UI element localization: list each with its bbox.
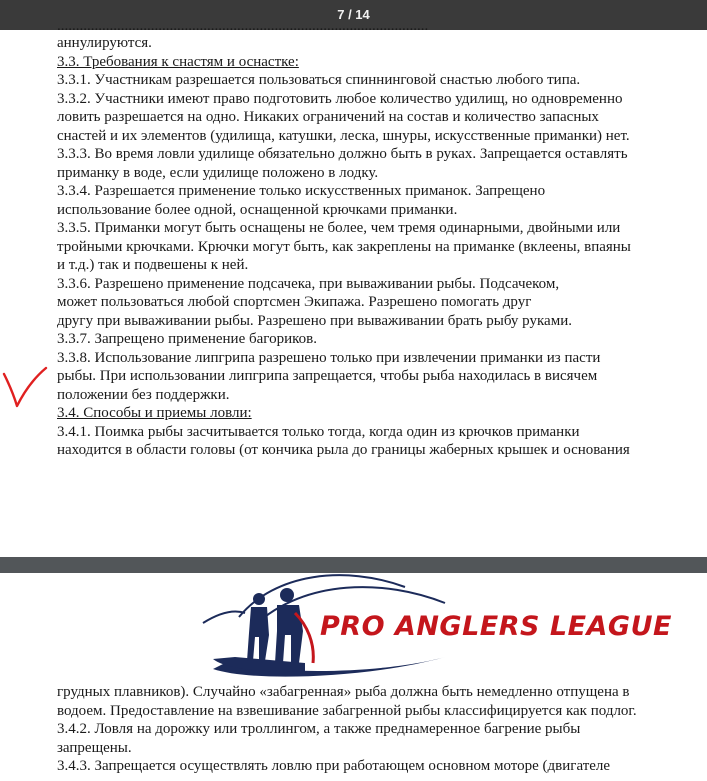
text-line: находится в области головы (от кончика рыла до границы жаберных крышек и основания — [57, 442, 630, 458]
handwritten-checkmark-icon — [0, 366, 50, 416]
section-heading: 3.3. Требования к снастям и оснастке: — [57, 53, 299, 70]
cut-off-line: ................................................................................................... — [57, 18, 429, 34]
section-heading: 3.4. Способы и приемы ловли: — [57, 405, 252, 421]
text-line: 3.4.3. Запрещается осуществлять ловлю при работающем основном моторе (двигателе — [57, 758, 611, 774]
text-line: снастей и их элементов (удилища, катушки, леска, шнуры, искусственные приманки) нет. — [57, 127, 630, 144]
text-line: 3.3.1. Участникам разрешается пользоваться спиннинговой снастью любого типа. — [57, 72, 581, 88]
page-gap — [0, 557, 707, 573]
page-indicator: 7 / 14 — [337, 7, 370, 22]
text-line: 3.3.8. Использование липгрипа разрешено только при извлечении приманки из пасти — [57, 349, 601, 366]
text-line: ловить разрешается на одно. Никаких ограничений на состав и количество запасных — [57, 109, 599, 125]
logo-text: PRO ANGLERS LEAGUE — [320, 611, 672, 642]
text-line: грудных плавников). Случайно «забагренная» рыба должна быть немедленно отпущена в — [57, 684, 630, 700]
text-line: другу при вываживании рыбы. Разрешено при вываживании брать рыбу руками. — [57, 312, 572, 329]
text-line: 3.4.2. Ловля на дорожку или троллингом, а также преднамеренное багрение рыбы — [57, 721, 581, 737]
text-line: приманку в воде, если удилище положено в лодку. — [57, 164, 379, 181]
document-page-8 — [0, 573, 707, 781]
text-line: запрещены. — [57, 739, 132, 756]
text-line: 3.3.6. Разрешено применение подсачека, при вываживании рыбы. Подсачеком, — [57, 275, 560, 292]
document-page-7 — [0, 18, 707, 557]
text-line: может пользоваться любой спортсмен Экипажа. Разрешено помогать друг — [57, 294, 532, 310]
page-text — [57, 683, 697, 776]
page-text — [57, 34, 697, 460]
text-line: водоем. Предоставление на взвешивание забагренной рыбы классифицируется как подлог. — [57, 702, 637, 719]
text-line: и т.д.) так и подвешены к ней. — [57, 257, 249, 273]
text-line: использование более одной, оснащенной крючками приманки. — [57, 201, 458, 218]
text-line: тройными крючками. Крючки могут быть, как закреплены на приманке (вклеены, впаяны — [57, 238, 631, 255]
text-line: положении без поддержки. — [57, 386, 230, 403]
text-line: 3.3.5. Приманки могут быть оснащены не более, чем тремя одинарными, двойными или — [57, 220, 621, 236]
text-line: аннулируются. — [57, 35, 152, 51]
text-line: 3.3.7. Запрещено применение багориков. — [57, 331, 317, 347]
text-line: 3.4.1. Поимка рыбы засчитывается только тогда, когда один из крючков приманки — [57, 423, 580, 440]
text-line: 3.3.4. Разрешается применение только искусственных приманок. Запрещено — [57, 183, 546, 199]
text-line: рыбы. При использовании липгрипа запрещается, чтобы рыба находилась в висячем — [57, 368, 598, 384]
text-line: 3.3.2. Участники имеют право подготовить любое количество удилищ, но одновременно — [57, 90, 623, 107]
text-line: 3.3.3. Во время ловли удилище обязательно должно быть в руках. Запрещается оставлять — [57, 146, 628, 162]
